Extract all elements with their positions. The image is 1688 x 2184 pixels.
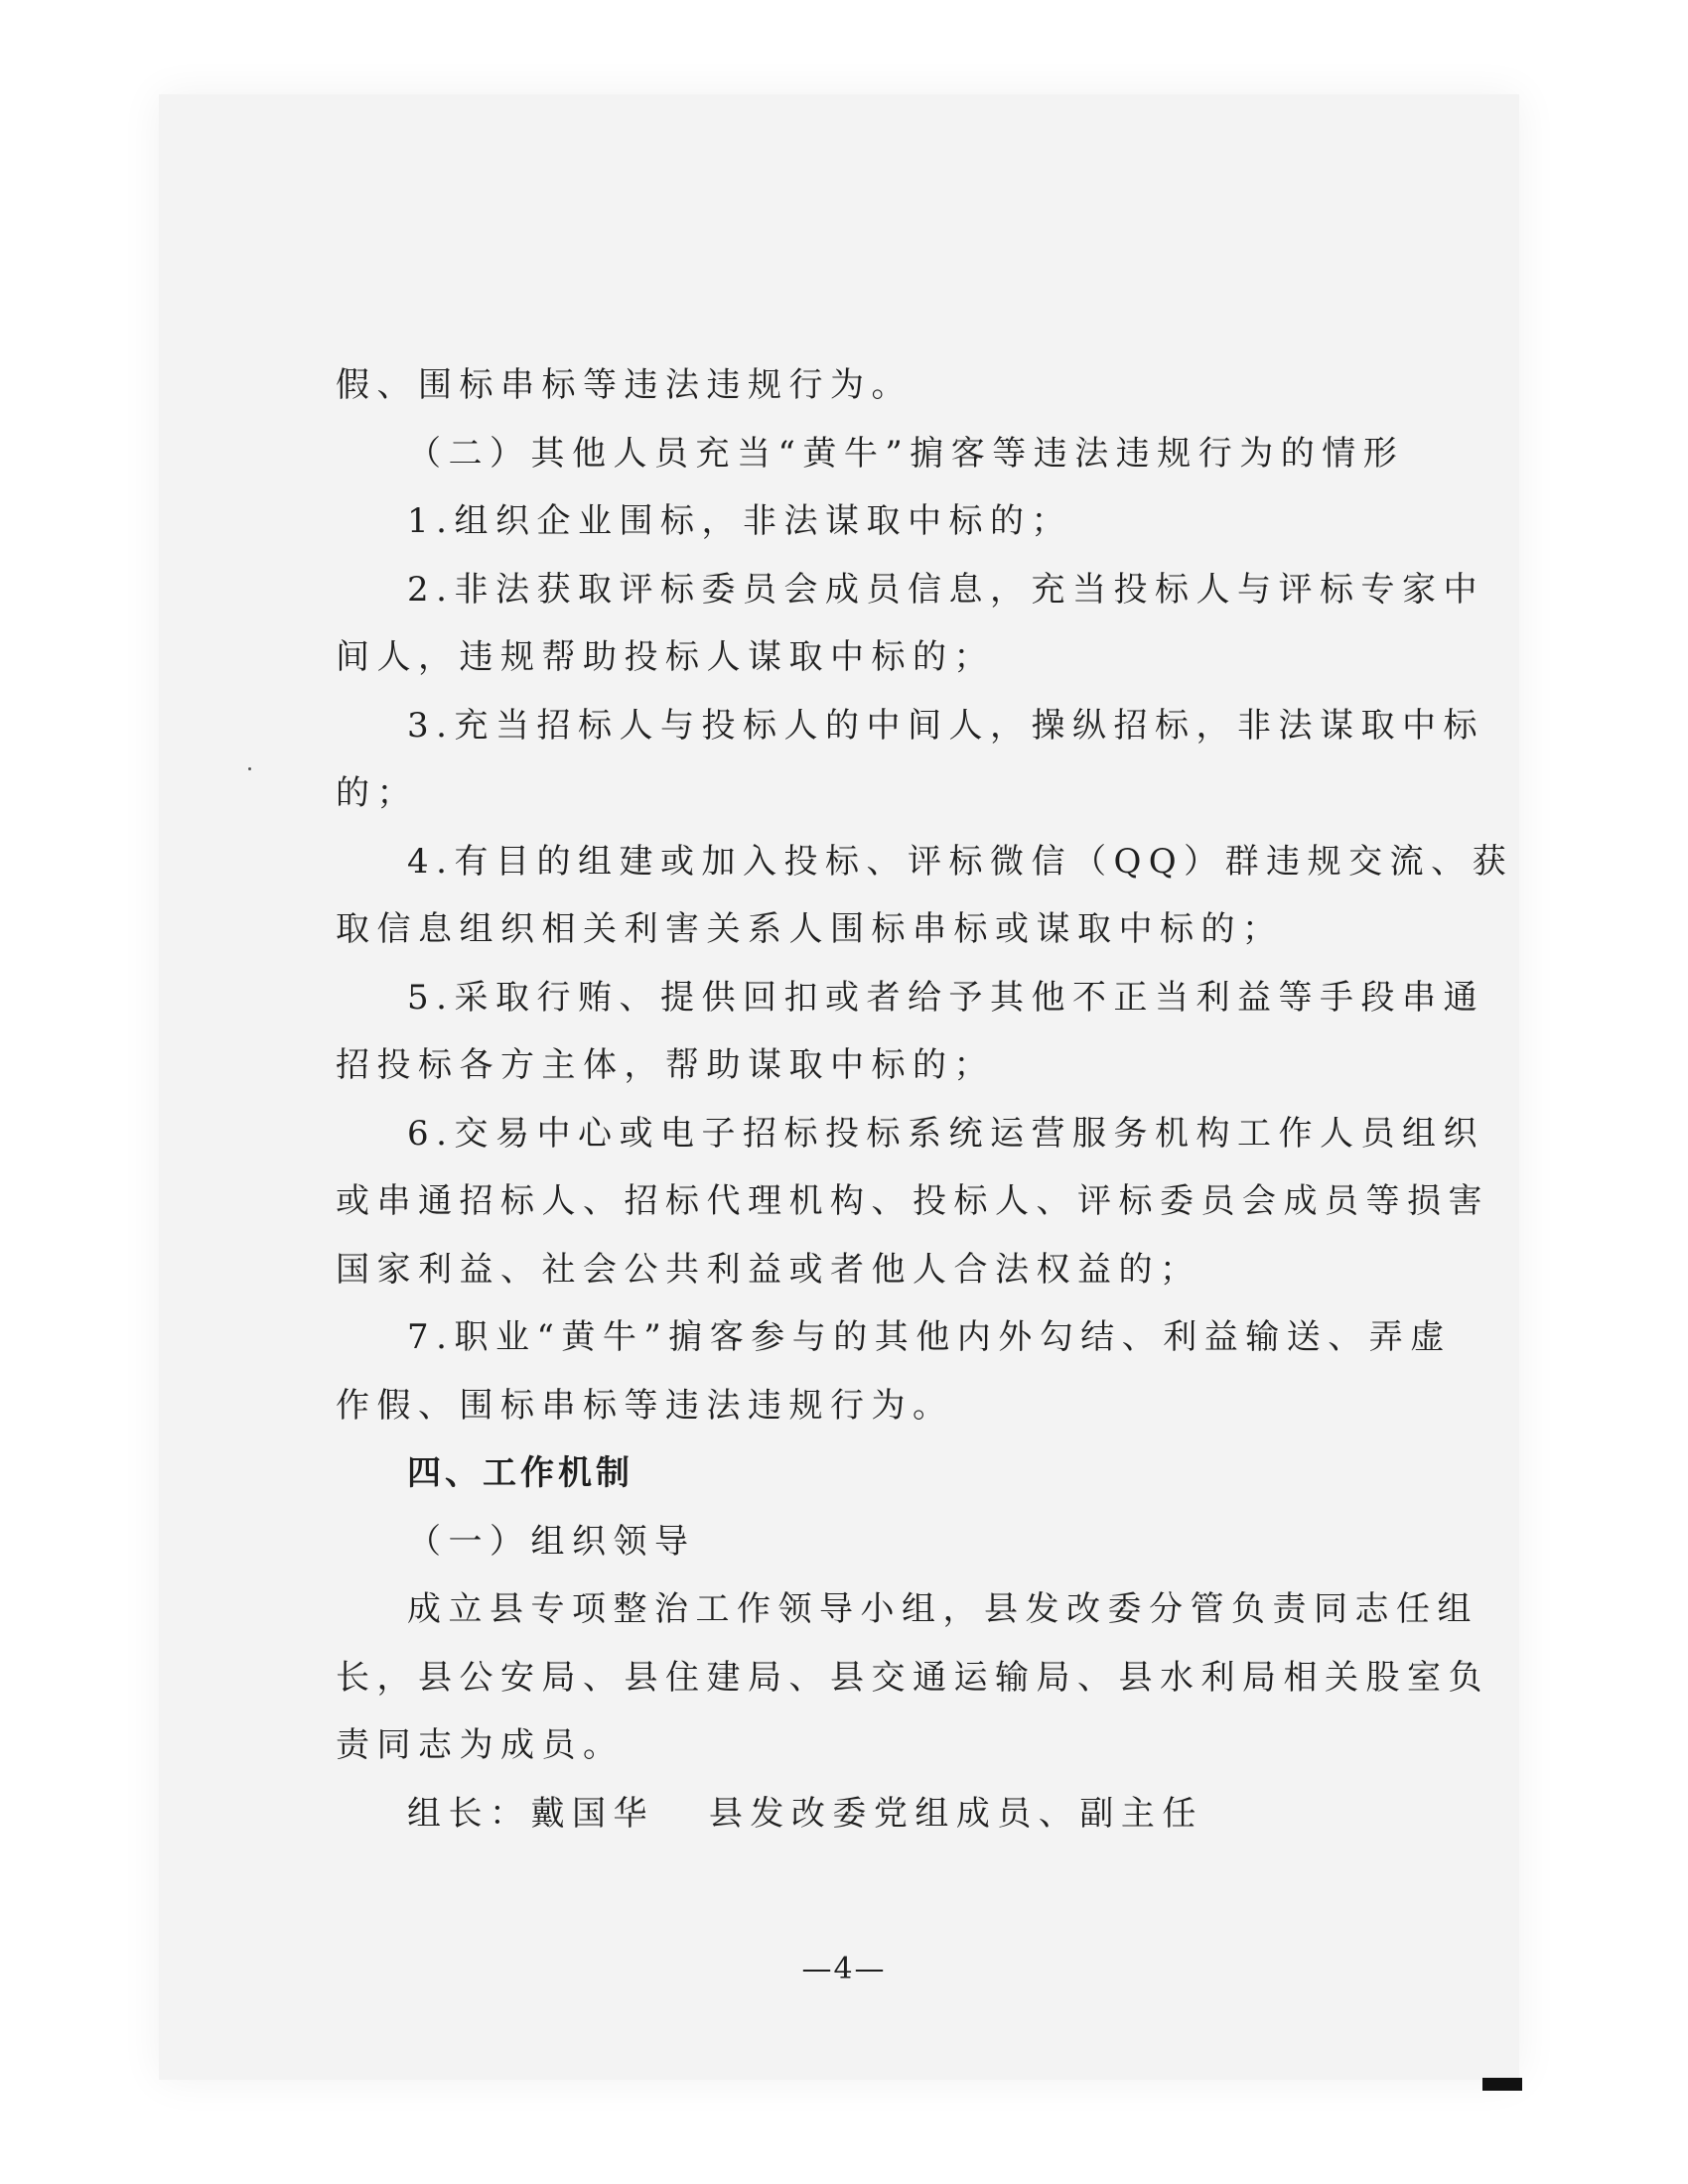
list-item: 3.充当招标人与投标人的中间人，操纵招标，非法谋取中标 — [407, 706, 1484, 746]
paragraph-line: 招投标各方主体，帮助谋取中标的； — [336, 1045, 995, 1085]
section-subheading: （二）其他人员充当“黄牛”掮客等违法违规行为的情形 — [407, 434, 1405, 474]
paragraph-line: 假、围标串标等违法违规行为。 — [336, 365, 913, 405]
scan-edge-mark — [1482, 2078, 1522, 2091]
paragraph-line: 或串通招标人、招标代理机构、投标人、评标委员会成员等损害 — [336, 1181, 1489, 1221]
paragraph-line: 间人，违规帮助投标人谋取中标的； — [336, 637, 995, 677]
list-item: 4.有目的组建或加入投标、评标微信（QQ）群违规交流、获 — [407, 842, 1514, 882]
paragraph-line: 国家利益、社会公共利益或者他人合法权益的； — [336, 1250, 1201, 1290]
list-item: 1.组织企业围标，非法谋取中标的； — [407, 501, 1072, 541]
list-item: 5.采取行贿、提供回扣或者给予其他不正当利益等手段串通 — [407, 978, 1484, 1018]
list-item: 6.交易中心或电子招标投标系统运营服务机构工作人员组织 — [407, 1114, 1484, 1154]
section-subheading: （一）组织领导 — [407, 1522, 696, 1562]
list-item: 2.非法获取评标委员会成员信息，充当投标人与评标专家中 — [407, 570, 1484, 610]
paragraph-line: 的； — [336, 773, 418, 813]
list-item: 7.职业“黄牛”掮客参与的其他内外勾结、利益输送、弄虚 — [407, 1317, 1452, 1357]
paragraph-line: 取信息组织相关利害关系人围标串标或谋取中标的； — [336, 909, 1284, 949]
leader-line: 组长：戴国华 县发改委党组成员、副主任 — [407, 1794, 1203, 1834]
paragraph-line: 作假、围标串标等违法违规行为。 — [336, 1386, 954, 1426]
paragraph-line: 长，县公安局、县住建局、县交通运输局、县水利局相关股室负 — [336, 1658, 1489, 1698]
paragraph-line: 责同志为成员。 — [336, 1725, 625, 1765]
section-heading: 四、工作机制 — [407, 1453, 633, 1493]
paragraph-line: 成立县专项整治工作领导小组，县发改委分管负责同志任组 — [407, 1589, 1478, 1629]
scan-speck — [248, 767, 251, 770]
page-number: —4— — [801, 1952, 887, 1986]
